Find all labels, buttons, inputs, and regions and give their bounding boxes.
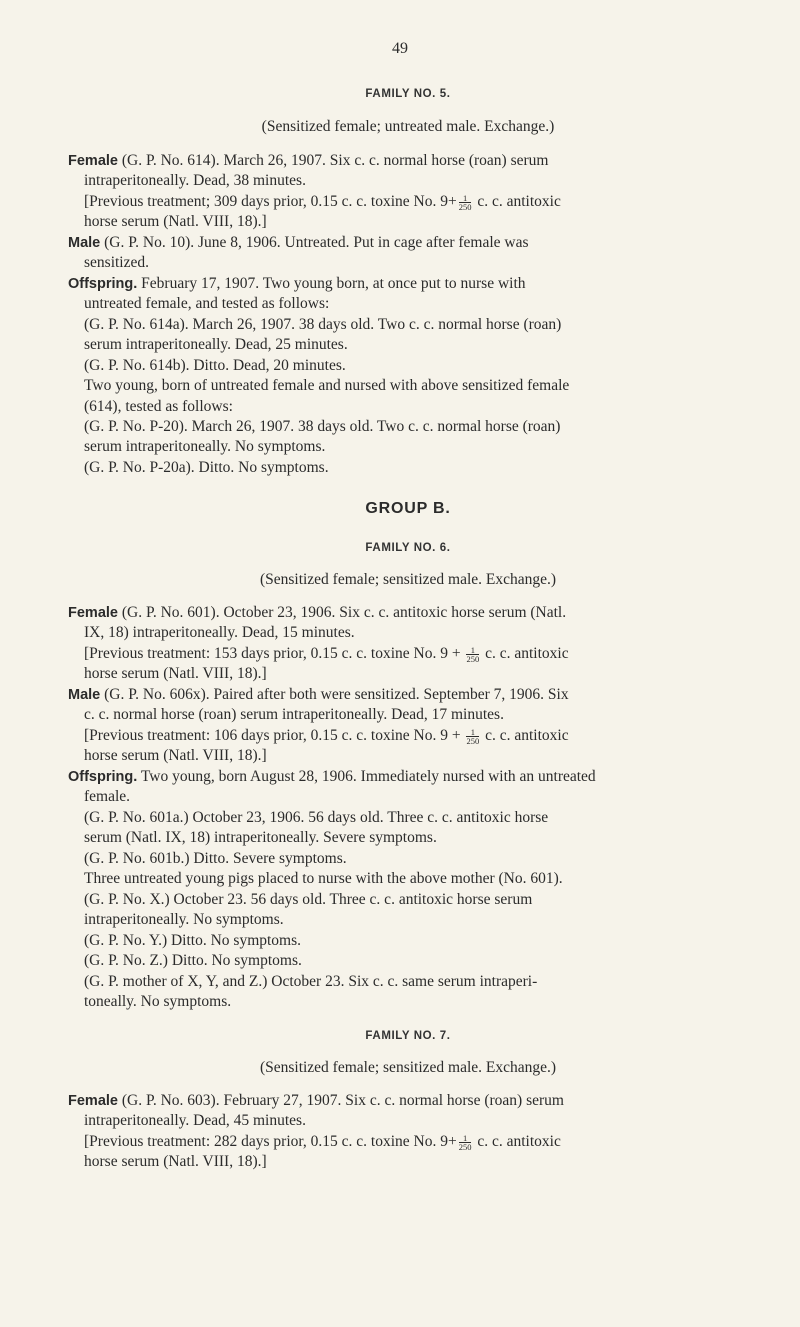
text-line: toneally. No symptoms. (84, 993, 232, 1010)
family-6-female-line: Female (G. P. No. 601). October 23, 1906. Six c. c. antitoxic horse serum (Natl. (68, 604, 567, 621)
text-line: (G. P. No. 614b). Ditto. Dead, 20 minutes. (84, 357, 346, 374)
text-line: horse serum (Natl. VIII, 18).] (84, 747, 267, 764)
group-title: GROUP B. (365, 500, 451, 517)
text-line: IX, 18) intraperitoneally. Dead, 15 minutes. (84, 624, 355, 641)
text-line: Three untreated young pigs placed to nurse with the above mother (No. 601). (84, 870, 563, 887)
text-line: (G. P. No. X.) October 23. 56 days old. Three c. c. antitoxic horse serum (84, 891, 533, 908)
text-line: serum intraperitoneally. No symptoms. (84, 438, 326, 455)
text-line: (614), tested as follows: (84, 398, 233, 415)
male-label: Male (68, 235, 101, 251)
family-5-offspring-line: Offspring. February 17, 1907. Two young born, at once put to nurse with (68, 275, 526, 292)
family-7-subtitle: (Sensitized female; sensitized male. Exchange.) (259, 1059, 557, 1076)
family-5-subtitle: (Sensitized female; untreated male. Exchange.) (261, 118, 555, 135)
fraction: $\frac{1}{250}$ (458, 1132, 472, 1152)
family-7-heading: FAMILY NO. 7. (365, 1030, 451, 1042)
text-line: (G. P. No. P-20a). Ditto. No symptoms. (84, 459, 329, 476)
family-5-heading: FAMILY NO. 5. (365, 88, 451, 100)
text-line: horse serum (Natl. VIII, 18).] (84, 213, 267, 230)
text-line: horse serum (Natl. VIII, 18).] (84, 665, 267, 682)
text-line: [Previous treatment; 309 days prior, 0.15 c. c. toxine No. 9+ $\frac{1}{250}$ c. c. antitoxic (84, 192, 561, 212)
text-line: (G. P. No. 601b.) Ditto. Severe symptoms. (84, 850, 347, 867)
family-5-male-line: Male (G. P. No. 10). June 8, 1906. Untreated. Put in cage after female was (68, 234, 529, 251)
text-line: intraperitoneally. No symptoms. (84, 911, 284, 928)
female-label: Female (68, 605, 118, 621)
text-line: intraperitoneally. Dead, 45 minutes. (84, 1112, 306, 1129)
fraction: $\frac{1}{250}$ (466, 644, 480, 664)
text-line: sensitized. (84, 254, 149, 271)
text-line: [Previous treatment: 282 days prior, 0.15 c. c. toxine No. 9+ $\frac{1}{250}$ c. c. antitoxic (84, 1132, 561, 1152)
text-line: (G. P. No. Y.) Ditto. No symptoms. (84, 932, 302, 949)
text-line: (G. P. No. 601a.) October 23, 1906. 56 days old. Three c. c. antitoxic horse (84, 809, 549, 826)
family-5-female-line: Female (G. P. No. 614). March 26, 1907. Six c. c. normal horse (roan) serum (68, 152, 549, 169)
text-line: untreated female, and tested as follows: (84, 295, 330, 312)
family-6-subtitle: (Sensitized female; sensitized male. Exchange.) (259, 571, 557, 588)
text-line: [Previous treatment: 153 days prior, 0.15 c. c. toxine No. 9 + $\frac{1}{250}$ c. c. antitoxic (84, 644, 569, 664)
text-line: Two young, born of untreated female and nursed with above sensitized female (84, 377, 570, 394)
text-line: female. (84, 788, 131, 805)
page-number: 49 (392, 40, 408, 57)
family-6-offspring-line: Offspring. Two young, born August 28, 1906. Immediately nursed with an untreated (68, 768, 596, 785)
text-line: (G. P. mother of X, Y, and Z.) October 23. Six c. c. same serum intraperi- (84, 973, 538, 990)
family-7-female-line: Female (G. P. No. 603). February 27, 1907. Six c. c. normal horse (roan) serum (68, 1092, 564, 1109)
text-line: (G. P. No. Z.) Ditto. No symptoms. (84, 952, 302, 969)
text-line: serum (Natl. IX, 18) intraperitoneally. Severe symptoms. (84, 829, 437, 846)
text-line: c. c. normal horse (roan) serum intraperitoneally. Dead, 17 minutes. (84, 706, 504, 723)
male-label: Male (68, 687, 101, 703)
text-line: (G. P. No. 614a). March 26, 1907. 38 days old. Two c. c. normal horse (roan) (84, 316, 562, 333)
female-label: Female (68, 1093, 118, 1109)
text-line: intraperitoneally. Dead, 38 minutes. (84, 172, 306, 189)
fraction: $\frac{1}{250}$ (458, 192, 472, 212)
text-line: (G. P. No. P-20). March 26, 1907. 38 days old. Two c. c. normal horse (roan) (84, 418, 561, 435)
offspring-label: Offspring. (68, 769, 138, 785)
offspring-label: Offspring. (68, 276, 138, 292)
female-label: Female (68, 153, 118, 169)
fraction: $\frac{1}{250}$ (466, 726, 480, 746)
text-line: [Previous treatment: 106 days prior, 0.15 c. c. toxine No. 9 + $\frac{1}{250}$ c. c. antitoxic (84, 726, 569, 746)
text-line: horse serum (Natl. VIII, 18).] (84, 1153, 267, 1170)
family-6-male-line: Male (G. P. No. 606x). Paired after both were sensitized. September 7, 1906. Six (68, 686, 569, 703)
text-line: serum intraperitoneally. Dead, 25 minutes. (84, 336, 348, 353)
family-6-heading: FAMILY NO. 6. (365, 542, 451, 554)
